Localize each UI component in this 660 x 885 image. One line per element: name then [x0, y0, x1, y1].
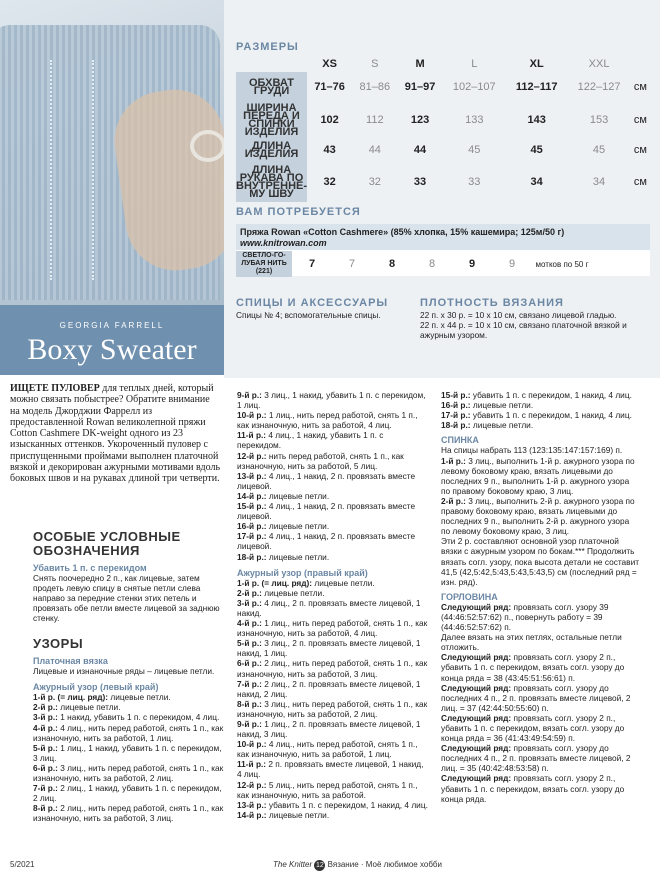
row-number: 5-й р.: [237, 638, 262, 649]
row-label: ШИРИНА ПЕРЕДА И СПИНКИ ИЗДЕЛИЯ [236, 102, 307, 138]
yarn-site: www.knitrowan.com [240, 238, 327, 248]
row-text: 2 лиц., 2 п. провязать вместе лицевой, 1 накид, 2 лиц. [237, 678, 421, 699]
c3-top [441, 390, 639, 430]
row-number: 17-й р.: [441, 410, 471, 421]
patterns-block [33, 656, 228, 824]
cell: 33 [468, 176, 481, 188]
row-number: Следующий ряд: [441, 601, 512, 612]
row-text: лицевые петли. [266, 521, 330, 532]
c2-top [237, 390, 429, 562]
sizes-header-row [236, 56, 650, 72]
row-number: 7-й р.: [237, 678, 262, 689]
unit: см [633, 144, 647, 156]
row-label: ДЛИНА РУКАВА ПО ВНУТРЕННЕ-МУ ШВУ [236, 164, 308, 200]
row-number: 1-й р. (= лиц. ряд): [237, 577, 313, 588]
intro-body: для теплых дней, который можно связать побыстрее? Обратите внимание на модель Джорджии Фаррелл из предоставленной Rowan великолепной пряжи Cotton Cashmere DK-weight одного из 23 изысканных оттенков. Укороченный пуловер с приспущенными проймами выполнен платочной вязкой и декорирован ажурными мотивами вдоль боковых швов и на рукавах длиной три четверти. [10, 383, 221, 485]
unit: см [633, 176, 647, 188]
back-heading: СПИНКА [441, 435, 479, 446]
sweater-photo [0, 0, 224, 305]
gauge-line: 22 п. х 44 р. = 10 х 10 см, связано платочной вязкой и ажурным узором. [420, 320, 627, 341]
cell: 45 [468, 144, 481, 156]
row-number: 6-й р.: [33, 762, 58, 773]
instruction-row [237, 810, 429, 820]
row-number: 11-й р.: [237, 759, 267, 770]
row-number: 1-й р. (= лиц. ряд): [33, 692, 109, 703]
cell: 123 [410, 114, 430, 126]
right-sub: Ажурный узор (правый край) [237, 567, 368, 578]
page-number: 12 [315, 862, 324, 869]
instruction-row [237, 531, 429, 551]
row-number: 18-й р.: [441, 420, 471, 431]
instruction-row [237, 598, 429, 618]
row-number: Следующий ряд: [441, 712, 512, 723]
row-text: 1 лиц., 2 п. провязать вместе лицевой, 1 накид, 3 лиц. [237, 719, 421, 740]
column-2 [237, 390, 429, 820]
row-text: провязать согл. узору 2 п., убавить 1 п. с перекидом, вязать согл. узору до конца ряда = 36 (41:43:49:54:59) п. [441, 712, 625, 744]
sizes-table [236, 56, 650, 202]
title-banner [0, 305, 224, 375]
instruction-row [237, 451, 429, 471]
row-text: лицевые петли. [470, 400, 534, 411]
row-text: 4 лиц., 1 накид, 2 п. провязать вместе лицевой. [237, 531, 416, 552]
instruction-row [237, 719, 429, 739]
row-text: 3 лиц., выполнить 2-й р. ажурного узора по правому боковому краю, вязать лицевыми до последних 9 п., выполнить 2-й р. ажурного узора по левому боковому краю, 3 лиц. [441, 495, 635, 537]
sizes-row [236, 72, 650, 102]
cell: 91–97 [404, 81, 436, 93]
row-text: 1 накид, убавить 1 п. с перекидом, 4 лиц. [57, 712, 220, 723]
unit: см [633, 114, 647, 126]
size-col: XL [529, 58, 544, 70]
row-text: 4 лиц., нить перед работой, снять 1 п., как изнаночную, нить за работой, 1 лиц. [33, 722, 224, 743]
cell: 45 [530, 144, 543, 156]
row-number: 2-й р.: [237, 587, 262, 598]
yarn-row [236, 251, 650, 277]
footer-brand: The Knitter [273, 860, 313, 869]
instruction-row [441, 410, 639, 420]
instruction-row [33, 692, 228, 702]
instruction-row [441, 652, 639, 682]
gauge-line: 22 п. х 30 р. = 10 х 10 см, связано лицевой гладью. [420, 310, 617, 320]
cell: 112–117 [515, 81, 558, 93]
row-text: 3 лиц., 1 накид, убавить 1 п. с перекидом, 1 лиц. [237, 390, 426, 411]
row-text: лицевые петли. [266, 551, 330, 562]
sizes-row [236, 102, 650, 138]
instruction-row [237, 759, 429, 779]
instruction-row [441, 496, 639, 536]
row-number: 6-й р.: [237, 658, 262, 669]
instruction-row [33, 712, 228, 722]
special-block [33, 563, 228, 624]
row-text: 5 лиц., нить перед работой, снять 1 п., как изнаночную, нить за работой. [237, 779, 418, 800]
row-text: провязать согл. узору 39 (44:46:52:57:62) п., повернуть работу = 39 (44:46:52:57:62) п. [441, 601, 609, 633]
instruction-row [237, 491, 429, 501]
row-text: лицевые петли. [266, 490, 330, 501]
row-number: 7-й р.: [33, 783, 58, 794]
instruction-row [237, 800, 429, 810]
cell: 133 [465, 114, 484, 126]
row-number: 12-й р.: [237, 450, 267, 461]
footer-tail: Вязание · Моё любимое хобби [327, 860, 442, 869]
special-text: Снять поочередно 2 п., как лицевые, затем продеть левую спицу в снятые петли слева направо за передние стенки этих петель и провязать обе петли вместе лицевой за заднюю стенку. [33, 573, 220, 624]
instruction-row [441, 390, 639, 400]
instruction-row [237, 780, 429, 800]
pattern-title: Boxy Sweater [27, 333, 197, 366]
instruction-row [441, 683, 639, 713]
row-text: убавить 1 п. с перекидом, 1 накид, 4 лиц. [266, 799, 428, 810]
cell: 71–76 [314, 81, 345, 93]
cell: 32 [323, 176, 336, 188]
row-text: провязать согл. узору 2 п., убавить 1 п. с перекидом, вязать согл. узору до конца ряда = 38 (43:45:51:56:61) п. [441, 652, 625, 683]
row-number: 14-й р.: [237, 490, 267, 501]
yarn-color-label: СВЕТЛО-ГО-ЛУБАЯ НИТЬ (221) [236, 251, 292, 277]
row-text: провязать согл. узору 2 п., убавить 1 п. с перекидом, вязать согл. узору до конца ряда. [441, 773, 625, 804]
row-text: Далее вязать на этих петлях, остальные петли отложить. [441, 632, 622, 653]
row-text: убавить 1 п. с перекидом, 1 накид, 4 лиц. [470, 390, 632, 400]
footer-issue: 5/2021 [10, 860, 35, 869]
back-text: Эти 2 р. составляют основной узор платочной вязки с ажурным узором по бокам.*** Продолжить вязать согл. узору, пока высота детали не составит 41,5 (42,5:42,5:43,5:43,5:43,5) см (последний ряд = изн. ряд). [441, 536, 640, 587]
row-number: 13-й р.: [237, 799, 267, 810]
row-number: 10-й р.: [237, 410, 267, 421]
row-text: лицевые петли. [57, 702, 121, 713]
yarn-info [236, 224, 650, 250]
cell: 43 [323, 144, 336, 156]
cell: 32 [368, 176, 381, 188]
cell: 33 [413, 176, 427, 188]
instruction-row [237, 618, 429, 638]
cell: 122–127 [577, 81, 621, 93]
row-text: 4 лиц., нить перед работой, снять 1 п., как изнаночную, нить за работой, 1 лиц. [237, 739, 418, 760]
sizes-row [236, 162, 650, 202]
instruction-row [33, 723, 228, 743]
cell: 102–107 [452, 81, 496, 93]
lace-motif [50, 60, 94, 280]
instruction-row [33, 783, 228, 803]
gauge-heading: ПЛОТНОСТЬ ВЯЗАНИЯ [420, 297, 564, 309]
row-text: 4 лиц., 1 накид, 2 п. провязать вместе лицевой. [237, 501, 416, 522]
row-number: 15-й р.: [441, 390, 471, 400]
left-rows [33, 692, 228, 823]
row-text: 1 лиц., нить перед работой, снять 1 п., как изнаночную, нить за работой, 4 лиц. [237, 410, 418, 431]
row-number: 5-й р.: [33, 742, 58, 753]
row-text: лицевые петли. [266, 809, 330, 820]
row-number: 11-й р.: [237, 430, 267, 441]
special-sub: Убавить 1 п. с перекидом [33, 563, 147, 573]
row-number: 10-й р.: [237, 739, 267, 750]
row-number: 16-й р.: [441, 400, 471, 411]
instruction-row [237, 430, 429, 450]
row-text: 3 лиц., нить перед работой, снять 1 п., как изнаночную, нить за работой, 2 лиц. [33, 762, 224, 784]
size-col: XS [322, 58, 337, 70]
needles-text: Спицы № 4; вспомогательные спицы. [236, 310, 381, 320]
intro-lead: ИЩЕТЕ ПУЛОВЕР [10, 383, 100, 394]
size-col: L [471, 58, 478, 70]
yarn-qty: 7 [308, 258, 316, 270]
instruction-row [237, 501, 429, 521]
instruction-row [33, 743, 228, 763]
special-heading: ОСОБЫЕ УСЛОВНЫЕ ОБОЗНАЧЕНИЯ [33, 529, 181, 558]
patterns-heading: УЗОРЫ [33, 636, 84, 651]
cell: 34 [592, 176, 606, 188]
designer-name: GEORGIA FARRELL [59, 321, 165, 330]
row-text: лицевые петли. [108, 692, 171, 703]
row-text: убавить 1 п. с перекидом, 1 накид, 4 лиц. [470, 410, 632, 421]
yarn-qty: 7 [348, 258, 356, 270]
row-label: ДЛИНА ИЗДЕЛИЯ [236, 138, 307, 162]
cell: 44 [413, 144, 427, 156]
footer-center [273, 860, 442, 871]
yarn-qty: 8 [428, 258, 436, 270]
row-text: 2 лиц., нить перед работой, снять 1 п., как изнаночную, нить за работой, 3 лиц. [237, 658, 428, 679]
instruction-row [237, 679, 429, 699]
row-number: 8-й р.: [237, 698, 262, 709]
left-sub: Ажурный узор (левый край) [33, 682, 159, 693]
instruction-row [33, 763, 228, 783]
cell: 153 [589, 114, 609, 126]
cell: 112 [366, 114, 384, 126]
instruction-row [237, 410, 429, 430]
row-text: лицевые петли. [312, 577, 375, 588]
row-text: провязать согл. узору до последних 4 п., 2 п. провязать вместе лицевой, 2 лиц. = 37 (42:44:50:55:60) п. [441, 682, 631, 713]
instruction-row [441, 773, 639, 803]
row-number: 15-й р.: [237, 501, 267, 512]
row-number: Следующий ряд: [441, 652, 512, 663]
garter-text: Лицевые и изнаночные ряды – лицевые петли. [33, 666, 215, 677]
row-number: 9-й р.: [237, 719, 262, 729]
row-text: 2 лиц., нить перед работой, снять 1 п., как изнаночную, нить за работой, 3 лиц. [33, 803, 224, 824]
row-number: 18-й р.: [237, 551, 267, 562]
cell: 45 [592, 144, 606, 156]
row-text: лицевые петли. [261, 587, 325, 598]
row-number: 2-й р.: [33, 702, 58, 713]
c3-neck [441, 602, 639, 804]
c2-right [237, 578, 429, 820]
size-col: M [415, 58, 425, 70]
bracelet [190, 130, 224, 162]
row-number: 4-й р.: [237, 618, 262, 629]
gauge-text [420, 310, 645, 340]
yarn-unit: мотков по 50 г [535, 259, 589, 269]
row-text: лицевые петли. [470, 420, 534, 431]
row-number: 8-й р.: [33, 803, 58, 814]
row-number: 12-й р.: [237, 779, 267, 790]
cell: 143 [527, 114, 546, 126]
instruction-row [237, 638, 429, 658]
row-number: 3-й р.: [33, 712, 58, 723]
row-text: 4 лиц., 1 накид, убавить 1 п. с перекидом. [237, 430, 384, 451]
row-text: 2 лиц., 1 накид, убавить 1 п. с перекидом, 2 лиц. [33, 783, 222, 804]
instruction-row [441, 632, 639, 652]
row-number: Следующий ряд: [441, 773, 512, 784]
cell: 34 [530, 176, 543, 188]
cell: 44 [368, 144, 381, 156]
row-number: Следующий ряд: [441, 682, 512, 693]
needles-heading: СПИЦЫ И АКСЕССУАРЫ [236, 297, 389, 309]
back-cast: На спицы набрать 113 (123:135:147:157:169) п. [441, 445, 623, 456]
instruction-row [33, 803, 228, 823]
instruction-row [441, 743, 639, 773]
row-number: Следующий ряд: [441, 743, 512, 754]
instruction-row [441, 420, 639, 430]
size-col: S [371, 58, 379, 70]
row-number: 3-й р.: [237, 597, 262, 608]
instruction-row [237, 739, 429, 759]
instruction-row [237, 588, 429, 598]
row-number: 9-й р.: [237, 390, 262, 400]
instruction-row [237, 658, 429, 678]
cell: 102 [320, 114, 339, 126]
row-text: 1 лиц., 1 накид, убавить 1 п. с перекидом, 3 лиц. [33, 742, 222, 763]
instruction-row [237, 552, 429, 562]
yarn-qty: 9 [508, 258, 516, 270]
instruction-row [237, 699, 429, 719]
instruction-row [441, 602, 639, 632]
instruction-row [237, 521, 429, 531]
size-col: XXL [588, 58, 610, 70]
need-heading: ВАМ ПОТРЕБУЕТСЯ [236, 206, 361, 218]
neck-heading: ГОРЛОВИНА [441, 591, 498, 602]
row-number: 17-й р.: [237, 531, 267, 542]
row-number: 16-й р.: [237, 521, 267, 532]
row-number: 2-й р.: [441, 495, 466, 506]
cell: 81–86 [359, 81, 391, 93]
yarn-qty: 9 [468, 258, 476, 270]
instruction-row [441, 713, 639, 743]
sizes-heading: РАЗМЕРЫ [236, 41, 299, 53]
row-text: 4 лиц., 2 п. провязать вместе лицевой, 1 накид. [237, 597, 421, 618]
sizes-row [236, 138, 650, 162]
instruction-row [237, 471, 429, 491]
row-number: 4-й р.: [33, 722, 58, 733]
yarn-qty: 8 [388, 258, 396, 270]
instruction-row [237, 390, 429, 410]
column-3 [441, 390, 639, 804]
row-number: 13-й р.: [237, 470, 267, 481]
instruction-row [441, 400, 639, 410]
garter-sub: Платочная вязка [33, 656, 108, 666]
row-text: 1 лиц., нить перед работой, снять 1 п., как изнаночную, нить за работой, 4 лиц. [237, 618, 428, 639]
unit: см [633, 81, 647, 93]
row-number: 14-й р.: [237, 809, 267, 820]
row-number: 1-й р.: [441, 455, 466, 466]
c3-back [441, 456, 639, 537]
instruction-row [237, 578, 429, 588]
row-label: ОБХВАТ ГРУДИ [236, 72, 307, 102]
row-text: 2 п. провязать вместе лицевой, 1 накид, 4 лиц. [237, 759, 424, 780]
row-text: нить перед работой, снять 1 п., как изнаночную, нить за работой, 5 лиц. [237, 450, 404, 471]
instruction-row [441, 456, 639, 496]
yarn-name: Пряжа Rowan «Cotton Cashmere» (85% хлопка, 15% кашемира; 125м/50 г) [240, 227, 565, 237]
row-text: 4 лиц., 1 накид, 2 п. провязать вместе лицевой. [237, 470, 416, 491]
row-text: 3 лиц., выполнить 1-й р. ажурного узора по левому боковому краю, вязать лицевыми до последних 9 п., выполнить 1-й р. ажурного узора по правому боковому краю, 3 лиц. [441, 455, 635, 496]
row-text: 3 лиц., нить перед работой, снять 1 п., как изнаночную, нить за работой, 2 лиц. [237, 698, 428, 719]
row-text: провязать согл. узору до последних 4 п., 2 п. провязать вместе лицевой, 2 лиц. = 35 (40:42:48:53:58) п. [441, 743, 631, 774]
row-text: 3 лиц., 2 п. провязать вместе лицевой, 1 накид, 1 лиц. [237, 638, 421, 659]
intro-text [10, 383, 220, 485]
instruction-row [33, 702, 228, 712]
